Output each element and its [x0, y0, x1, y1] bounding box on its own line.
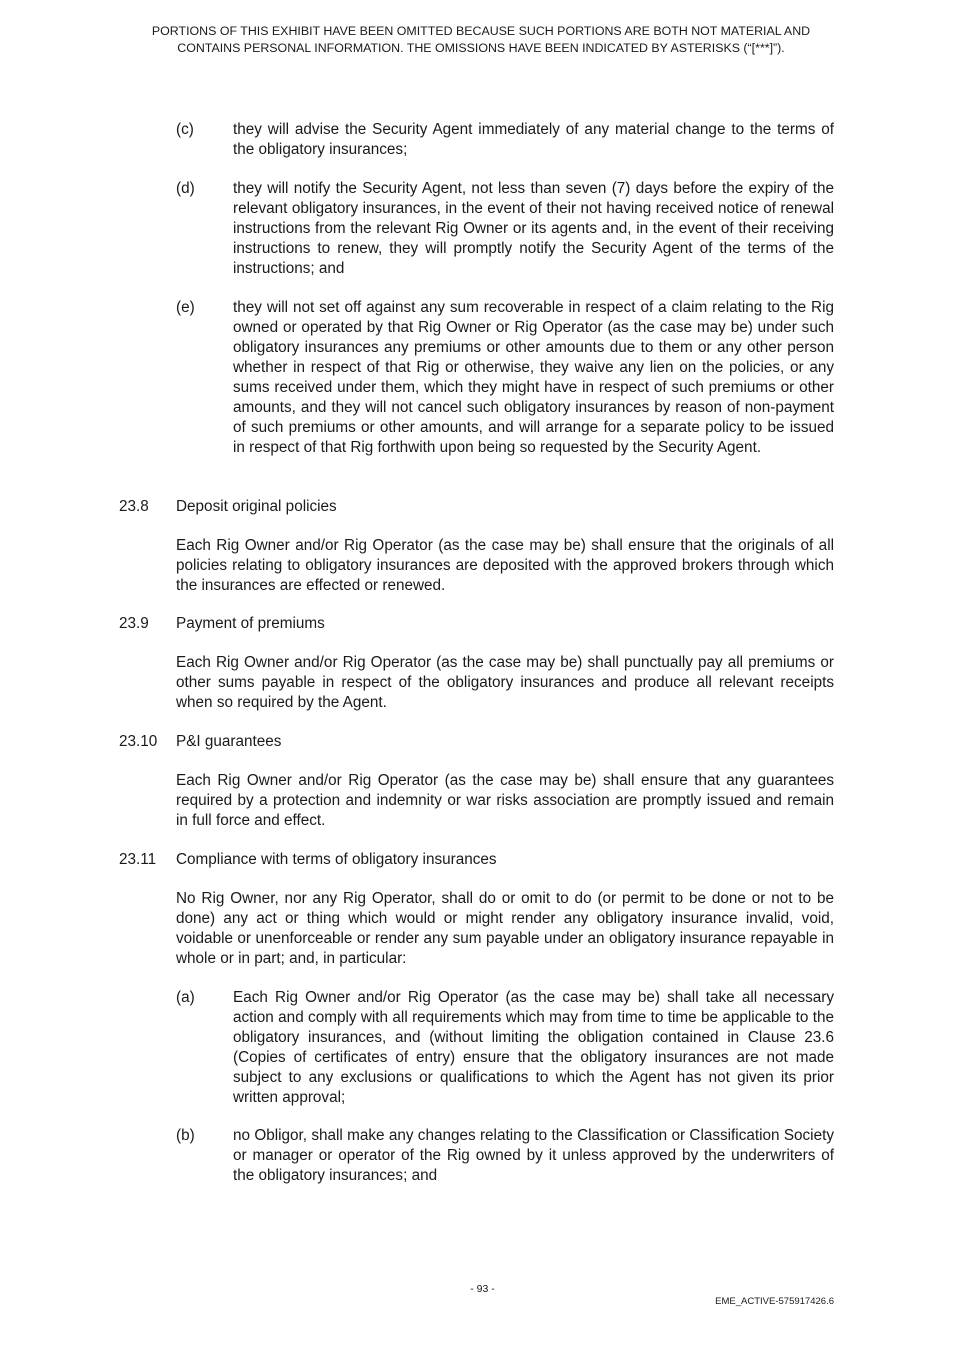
list-item-text: Each Rig Owner and/or Rig Operator (as the case may be) shall take all necessary action and comply with all requirements which may from time to time be applicable to the obligatory insurances, and (without limiting the obligation contained in Clause 23.6 (Copies of certificates of entry) ensure that the obligatory insurances are not made subject to any exclusions or qualifications to which the Agent has not given its prior written approval; — [233, 989, 834, 1106]
section-title: P&I guarantees — [176, 733, 282, 750]
section-body-23-8: Each Rig Owner and/or Rig Operator (as the case may be) shall ensure that the originals of all policies relating to obligatory insurances are deposited with the approved brokers through which the insurances are effected or renewed. — [176, 537, 834, 594]
section-title: Compliance with terms of obligatory insurances — [176, 851, 497, 868]
section-title: Payment of premiums — [176, 615, 325, 632]
section-number: 23.11 — [119, 851, 157, 868]
header-line-1: PORTIONS OF THIS EXHIBIT HAVE BEEN OMITTED BECAUSE SUCH PORTIONS ARE BOTH NOT MATERIAL AND — [151, 24, 811, 38]
list-item-label: (b) — [176, 1127, 195, 1144]
section-number: 23.8 — [119, 498, 149, 515]
list-item-label: (a) — [176, 989, 195, 1006]
exhibit-header — [120, 23, 842, 57]
header-line-2: CONTAINS PERSONAL INFORMATION. THE OMISSIONS HAVE BEEN INDICATED BY ASTERISKS (“[***]”). — [177, 41, 785, 55]
section-body-23-10: Each Rig Owner and/or Rig Operator (as the case may be) shall ensure that any guarantees required by a protection and indemnity or war risks association are promptly issued and remain in full force and effect. — [176, 772, 834, 829]
list-item-label: (e) — [176, 299, 195, 316]
section-number: 23.10 — [119, 733, 158, 750]
list-item-label: (d) — [176, 180, 195, 197]
section-number: 23.9 — [119, 615, 149, 632]
list-item-text: no Obligor, shall make any changes relating to the Classification or Classification Society or manager or operator of the Rig owned by it unless approved by the underwriters of the obligatory insurances; and — [233, 1127, 834, 1184]
list-item-text: they will notify the Security Agent, not less than seven (7) days before the expiry of the relevant obligatory insurances, in the event of their not having received notice of renewal instructions from the relevant Rig Owner or its agents and, in the event of their receiving instructions to renew, they will promptly notify the Security Agent of the terms of the instructions; and — [233, 180, 834, 277]
document-reference: EME_ACTIVE-575917426.6 — [715, 1296, 834, 1307]
list-item-text: they will advise the Security Agent immediately of any material change to the terms of the obligatory insurances; — [233, 121, 834, 158]
section-body-23-11: No Rig Owner, nor any Rig Operator, shall do or omit to do (or permit to be done or not to be done) any act or thing which would or might render any obligatory insurance invalid, void, voidable or unenforceable or render any sum payable under an obligatory insurance repayable in whole or in part; and, in particular: — [176, 890, 834, 967]
section-body-23-9: Each Rig Owner and/or Rig Operator (as the case may be) shall punctually pay all premiums or other sums payable in respect of the obligatory insurances and produce all relevant receipts when so required by the Agent. — [176, 654, 834, 711]
list-item-label: (c) — [176, 121, 194, 138]
page-number: - 93 - — [470, 1283, 495, 1295]
section-title: Deposit original policies — [176, 498, 337, 515]
list-item-text: they will not set off against any sum recoverable in respect of a claim relating to the Rig owned or operated by that Rig Owner or Rig Operator (as the case may be) under such obligatory insurances any premiums or other amounts due to them or any other person whether in respect of that Rig or otherwise, they waive any lien on the policies, or any sums received under them, which they might have in respect of such premiums or other amounts, and they will not cancel such obligatory insurances by reason of non-payment of such premiums or other amounts, and will arrange for a separate policy to be issued in respect of that Rig forthwith upon being so requested by the Security Agent. — [233, 299, 834, 456]
